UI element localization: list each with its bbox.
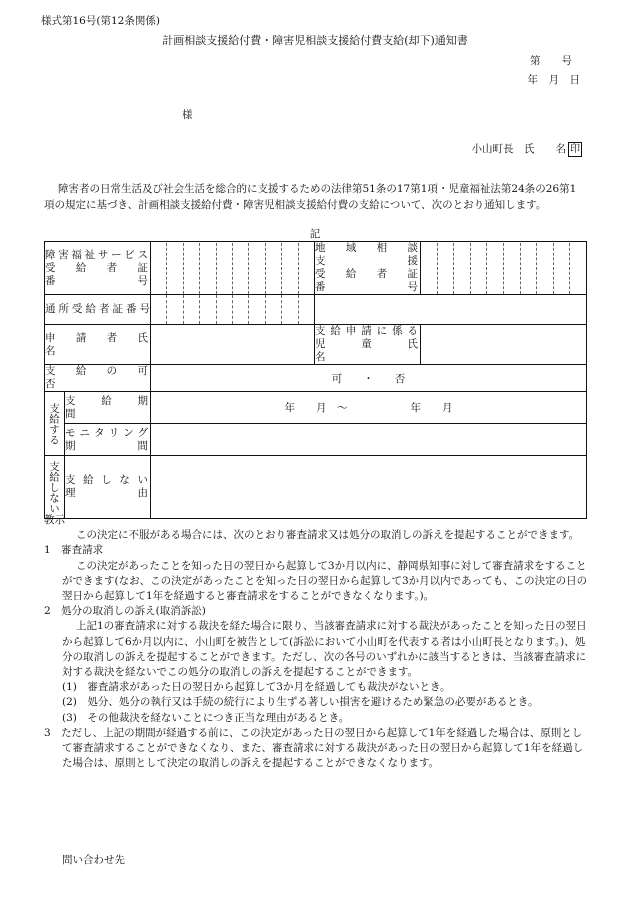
child-name-field[interactable] xyxy=(421,325,587,365)
regional-cert-number-field[interactable] xyxy=(421,242,587,295)
welfare-cert-label-a: 障害福祉サービス xyxy=(45,248,150,261)
ki-heading: 記 xyxy=(309,228,321,240)
regional-cert-label-c: 番 号 xyxy=(315,281,420,293)
instructions xyxy=(44,513,589,771)
grant-vertical-label: 支給する xyxy=(45,392,65,456)
outpatient-cert-number-field[interactable] xyxy=(151,295,315,325)
item2-title: 2 処分の取消しの訴え(取消訴訟) xyxy=(44,605,206,618)
document-number: 第 号 xyxy=(530,55,572,67)
regional-cert-label xyxy=(315,242,433,295)
deny-reason-field[interactable] xyxy=(151,456,587,519)
welfare-cert-label-c: 番 号 xyxy=(45,274,150,287)
item2-text: 上記1の審査請求に対する裁決を経た場合に限り、当該審査請求に対する裁決があったことを知った日の翌日から起算して6か月以内に、小山町を被告として(訴訟において小山町を代表する者は小山町長となります。)、処分の取消しの訴えを提起することができます。ただし、次の各号のいずれかに該当するときは、当該審査請求に対する裁決を経ないでこの処分の取消しの訴えを提起することができます。 xyxy=(62,620,587,679)
welfare-cert-label xyxy=(45,242,151,295)
deny-vertical-label: 支給しない xyxy=(45,456,65,519)
monitoring-label-b: 期 間 xyxy=(65,439,150,452)
child-name-label xyxy=(315,325,445,365)
addressee: 様 xyxy=(182,109,193,121)
page-title: 計画相談支援給付費・障害児相談支援給付費支給(却下)通知書 xyxy=(162,34,468,47)
child-name-label-b: 児 童 氏 名 xyxy=(315,338,445,363)
instructions-intro: この決定に不服がある場合には、次のとおり審査請求又は処分の取消しの訴えを提起することができます。 xyxy=(76,529,580,542)
document-date: 年 月 日 xyxy=(527,74,580,86)
monitoring-label xyxy=(65,424,151,456)
approval-value[interactable]: 可 ・ 否 xyxy=(151,365,587,392)
sub-item-3: (3) その他裁決を経ないことにつき正当な理由があるとき。 xyxy=(62,711,350,724)
item1-title: 1 審査請求 xyxy=(44,544,104,557)
deny-reason-label-a: 支給しない xyxy=(65,474,150,486)
applicant-name-field[interactable] xyxy=(151,325,315,365)
applicant-name-label: 申 請 者 氏 名 xyxy=(45,325,151,365)
notification-table xyxy=(44,241,587,519)
outpatient-cert-label: 通所受給者証番号 xyxy=(45,295,151,325)
monitoring-field[interactable] xyxy=(151,424,587,456)
instructions-heading: 教示 xyxy=(44,514,65,526)
period-value[interactable]: 年 月 〜 年 月 xyxy=(151,392,587,424)
deny-reason-label-b: 理 由 xyxy=(65,487,150,499)
seal-mark: 印 xyxy=(570,144,580,155)
monitoring-label-a: モニタリング xyxy=(65,426,150,439)
item3-text: 3 ただし、上記の期間が経過する前に、この決定があった日の翌日から起算して1年を経過した場合は、原則として審査請求することができなくなり、また、審査請求に対する裁決があった日の翌日から起算して1年を経過した場合は、原則として決定の取消しの訴えを提起することができなくなります。 xyxy=(44,726,584,770)
approval-label: 支 給 の 可 否 xyxy=(45,365,163,390)
issuer xyxy=(472,141,583,157)
form-number: 様式第16号(第12条関係) xyxy=(41,15,160,27)
period-label: 支 給 期 間 xyxy=(65,392,151,424)
item1-text: この決定があったことを知った日の翌日から起算して3か月以内に、静岡県知事に対して審査請求をすることができます(なお、この決定があったことを知った日の翌日から起算して3か月以内であっても、この決定の日の翌日から起算して1年を経過すると審査請求をすることができなくなります。)。 xyxy=(62,559,588,603)
regional-cert-label-b: 受 給 者 証 xyxy=(315,268,420,280)
sub-item-1: (1) 審査請求があった日の翌日から起算して3か月を経過しても裁決がないとき。 xyxy=(62,681,451,694)
issuer-name: 小山町長 氏 名 xyxy=(471,143,566,155)
welfare-cert-number-field[interactable] xyxy=(151,242,315,295)
child-name-label-a: 支給申請に係る xyxy=(315,325,420,337)
body-paragraph: 障害者の日常生活及び社会生活を総合的に支援するための法律第51条の17第1項・児童福祉法第24条の26第1項の規定に基づき、計画相談支援給付費・障害児相談支援給付費の支給について、次のとおり通知します。 xyxy=(44,183,577,211)
sub-item-2: (2) 処分、処分の執行又は手続の続行により生ずる著しい損害を避けるため緊急の必要があるとき。 xyxy=(62,696,539,709)
contact-label: 問い合わせ先 xyxy=(62,854,125,866)
regional-cert-label-a: 地 域 相 談 支 援 xyxy=(315,242,433,267)
deny-reason-label xyxy=(65,456,151,519)
outpatient-blank xyxy=(315,295,587,325)
welfare-cert-label-b: 受 給 者 証 xyxy=(45,261,150,274)
